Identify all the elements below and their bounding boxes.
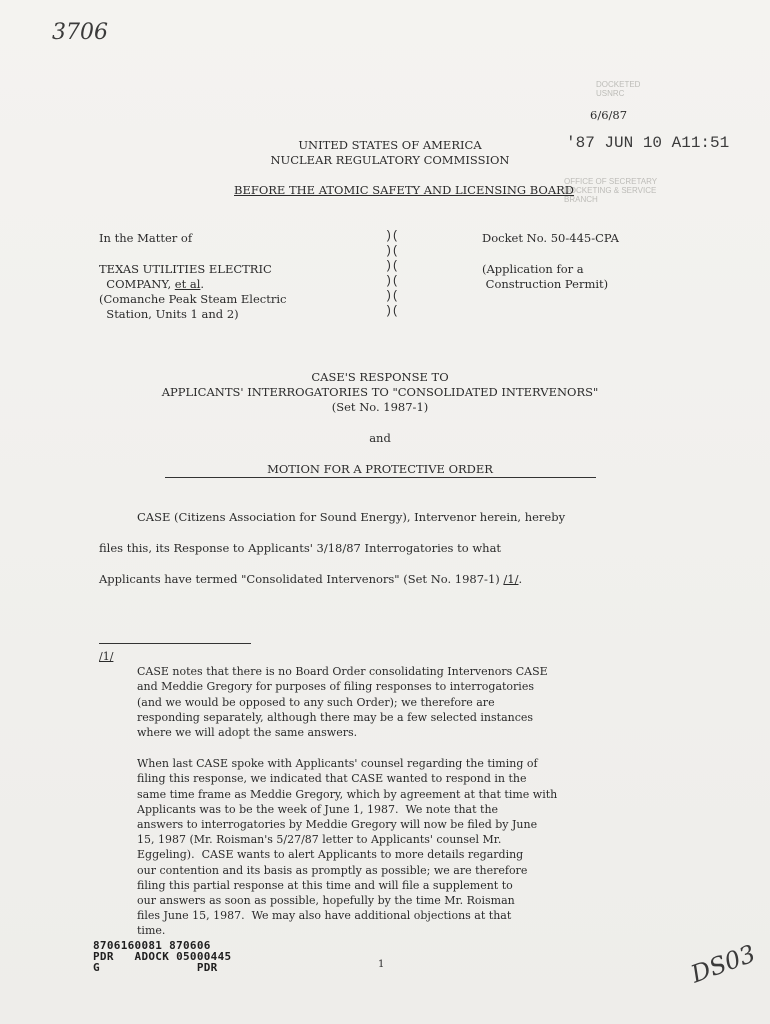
- caption-separator-3: )(: [385, 260, 399, 273]
- received-date-stamp: '87 JUN 10 A11:51: [566, 134, 730, 152]
- office-stamp: OFFICE OF SECRETARY DOCKETING & SERVICE BRANCH: [564, 177, 658, 204]
- caption-facility-1: (Comanche Peak Steam Electric: [99, 292, 287, 306]
- accession-line-3: G PDR: [93, 961, 218, 974]
- body-line-2: files this, its Response to Applicants' 3/18/87 Interrogatories to what: [99, 541, 502, 555]
- accession-line-1: 8706160081 870606: [93, 939, 211, 952]
- agency-line-2: NUCLEAR REGULATORY COMMISSION: [270, 153, 510, 167]
- caption-separator-4: )(: [385, 275, 399, 288]
- footnote-marker: /1/: [99, 650, 114, 663]
- caption-separator-6: )(: [385, 305, 399, 318]
- body-line-3: Applicants have termed "Consolidated Intervenors" (Set No. 1987-1) /1/.: [99, 572, 523, 586]
- page-number: 1: [378, 959, 385, 970]
- title-line-2: APPLICANTS' INTERROGATORIES TO "CONSOLIDATED INTERVENORS": [161, 385, 599, 399]
- caption-separator-1: )(: [385, 230, 399, 243]
- motion-title-rule: [165, 477, 596, 478]
- caption-party-2: COMPANY, et al.: [99, 277, 205, 291]
- application-type-2: Construction Permit): [482, 277, 609, 291]
- caption-facility-2: Station, Units 1 and 2): [99, 307, 239, 321]
- caption-matter: In the Matter of: [99, 231, 193, 245]
- footnote-paragraph-1: CASE notes that there is no Board Order consolidating Intervenors CASE and Meddie Gregory for purposes of filing responses to interrogatories (and we would be opposed to any such Order); we therefore are responding separately, although there may be a few selected instances where we will adopt the same answers.: [137, 665, 548, 740]
- caption-party-1: TEXAS UTILITIES ELECTRIC: [99, 262, 272, 276]
- accession-line-2: PDR ADOCK 05000445: [93, 950, 232, 963]
- agency-line-1: UNITED STATES OF AMERICA: [298, 138, 482, 152]
- footnote-paragraph-2: When last CASE spoke with Applicants' counsel regarding the timing of filing this response, we indicated that CASE wanted to respond in the same time frame as Meddie Gregory, which by agreement at that time with Applicants was to be the week of June 1, 1987. We note that the answers to interrogatories by Meddie Gregory will now be filed by June 15, 1987 (Mr. Roisman's 5/27/87 letter to Applicants' counsel Mr. Eggeling). CASE wants to alert Applicants to more details regarding our contention and its basis as promptly as possible; we are therefore filing this partial response at this time and will file a supplement to our answers as soon as possible, hopefully by the time Mr. Roisman files June 15, 1987. We may also have additional objections at that time.: [137, 757, 558, 938]
- board-heading: BEFORE THE ATOMIC SAFETY AND LICENSING BOARD: [234, 183, 575, 197]
- title-and: and: [369, 431, 391, 445]
- handwritten-initials: DS03: [687, 939, 760, 989]
- application-type-1: (Application for a: [482, 262, 584, 276]
- docketed-stamp: DOCKETED USNRC: [596, 80, 641, 98]
- caption-separator-2: )(: [385, 245, 399, 258]
- footnote-separator: [99, 643, 251, 644]
- title-line-1: CASE'S RESPONSE TO: [311, 370, 449, 384]
- body-line-1: CASE (Citizens Association for Sound Energy), Intervenor herein, hereby: [137, 510, 566, 524]
- title-line-3: (Set No. 1987-1): [331, 400, 429, 414]
- caption-separator-5: )(: [385, 290, 399, 303]
- motion-title: MOTION FOR A PROTECTIVE ORDER: [267, 462, 493, 476]
- document-date: 6/6/87: [590, 108, 628, 122]
- docket-number: Docket No. 50-445-CPA: [482, 231, 619, 245]
- footnote-reference: /1/: [503, 572, 519, 586]
- handwritten-file-number: 3706: [52, 20, 108, 45]
